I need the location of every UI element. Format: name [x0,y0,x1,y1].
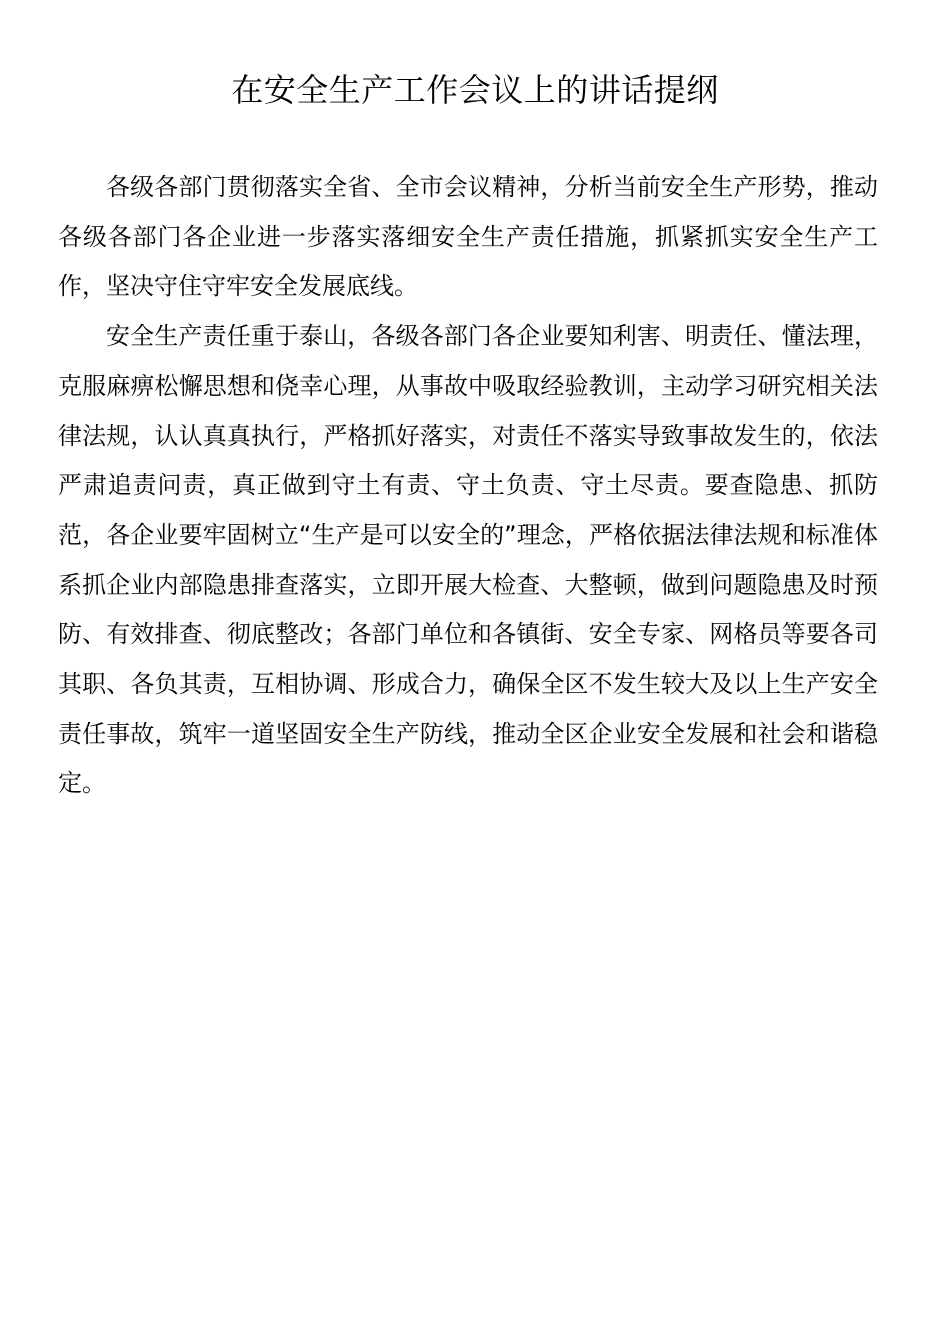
document-title: 在安全生产工作会议上的讲话提纲 [231,71,719,109]
paragraph-2: 安全生产责任重于泰山，各级各部门各企业要知利害、明责任、懂法理，克服麻痹松懈思想和侥幸心理，从事故中吸取经验教训，主动学习研究相关法律法规，认认真真执行，严格抓好落实，对责任不落实导致事故发生的，依法严肃追责问责，真正做到守土有责、守土负责、守土尽责。要查隐患、抓防范，各企业要牢固树立“生产是可以安全的”理念，严格依据法律法规和标准体系抓企业内部隐患排查落实，立即开展大检查、大整顿，做到问题隐患及时预防、有效排查、彻底整改；各部门单位和各镇街、安全专家、网格员等要各司其职、各负其责，互相协调、形成合力，确保全区不发生较大及以上生产安全责任事故，筑牢一道坚固安全生产防线，推动全区企业安全发展和社会和谐稳定。 [58,322,878,798]
document-body [58,163,878,809]
paragraph-1: 各级各部门贯彻落实全省、全市会议精神，分析当前安全生产形势，推动各级各部门各企业进一步落实落细安全生产责任措施，抓紧抓实安全生产工作，坚决守住守牢安全发展底线。 [58,173,878,301]
